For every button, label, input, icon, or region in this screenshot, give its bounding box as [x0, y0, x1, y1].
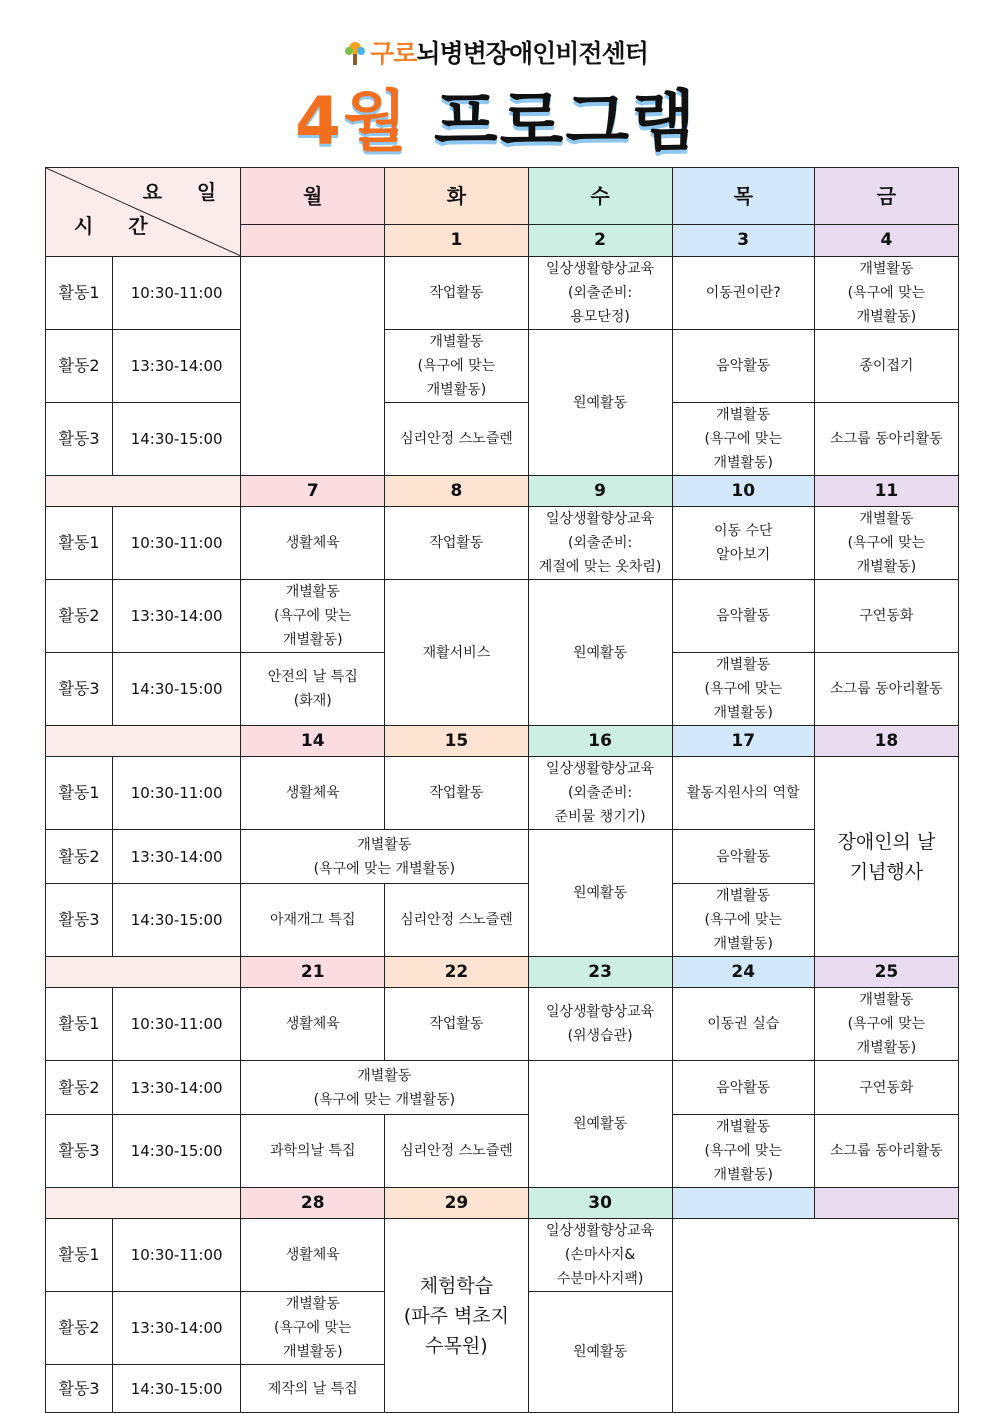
date-cell: 22 [385, 957, 528, 988]
program-cell: 이동권 실습 [672, 988, 814, 1061]
program-cell: 일상생활향상교육 (외출준비: 준비물 챙기기) [528, 757, 672, 830]
date-cell: 3 [672, 224, 814, 256]
program-cell: 개별활동 (욕구에 맞는 개별활동) [814, 257, 958, 330]
program-cell: 재활서비스 [385, 580, 528, 726]
empty-cell [241, 257, 385, 476]
program-cell: 안전의 날 특집 (화재) [241, 653, 385, 726]
date-cell: 30 [528, 1188, 672, 1219]
date-cell: 2 [528, 224, 672, 256]
blank-date-cell [46, 957, 241, 988]
program-cell: 작업활동 [385, 988, 528, 1061]
program-cell: 이동 수단 알아보기 [672, 507, 814, 580]
activity-label: 활동2 [46, 1061, 113, 1115]
corner-day-label: 요 일 [142, 180, 231, 204]
page-title [0, 68, 992, 163]
blank-date-cell [46, 1188, 241, 1219]
corner-cell [46, 168, 241, 257]
time-label: 13:30-14:00 [113, 830, 241, 884]
date-cell [241, 224, 385, 256]
time-label: 10:30-11:00 [113, 257, 241, 330]
program-cell: 원예활동 [528, 580, 672, 726]
date-cell: 28 [241, 1188, 385, 1219]
date-cell: 29 [385, 1188, 528, 1219]
program-cell: 원예활동 [528, 830, 672, 957]
time-label: 10:30-11:00 [113, 757, 241, 830]
time-label: 10:30-11:00 [113, 988, 241, 1061]
program-cell: 작업활동 [385, 757, 528, 830]
title-program: 프로그램 [433, 83, 697, 160]
activity-label: 활동3 [46, 1115, 113, 1188]
activity-label: 활동1 [46, 507, 113, 580]
activity-label: 활동2 [46, 830, 113, 884]
time-label: 13:30-14:00 [113, 580, 241, 653]
activity-label: 활동3 [46, 653, 113, 726]
program-cell: 음악활동 [672, 830, 814, 884]
date-cell: 11 [814, 476, 958, 507]
activity-label: 활동3 [46, 403, 113, 476]
program-cell: 체험학습 (파주 벽초지 수목원) [385, 1219, 528, 1413]
program-cell: 심리안정 스노즐렌 [385, 1115, 528, 1188]
program-cell: 개별활동 (욕구에 맞는 개별활동) [241, 580, 385, 653]
date-cell: 8 [385, 476, 528, 507]
date-cell: 25 [814, 957, 958, 988]
program-cell: 개별활동 (욕구에 맞는 개별활동) [672, 403, 814, 476]
activity-label: 활동3 [46, 884, 113, 957]
blank-date-cell [46, 476, 241, 507]
tree-logo-icon [344, 40, 366, 66]
program-cell: 소그룹 동아리활동 [814, 1115, 958, 1188]
time-label: 14:30-15:00 [113, 1115, 241, 1188]
program-cell: 개별활동 (욕구에 맞는 개별활동) [672, 1115, 814, 1188]
program-cell: 심리안정 스노즐렌 [385, 884, 528, 957]
time-label: 13:30-14:00 [113, 1061, 241, 1115]
program-cell: 개별활동 (욕구에 맞는 개별활동) [814, 988, 958, 1061]
program-cell: 이동권이란? [672, 257, 814, 330]
program-cell: 생활체육 [241, 1219, 385, 1292]
schedule-table [45, 167, 959, 1413]
program-cell: 과학의날 특집 [241, 1115, 385, 1188]
activity-label: 활동2 [46, 1292, 113, 1365]
program-cell: 생활체육 [241, 757, 385, 830]
date-cell: 1 [385, 224, 528, 256]
center-name-rest: 뇌병변장애인비전센터 [416, 39, 648, 68]
date-cell: 4 [814, 224, 958, 256]
time-label: 14:30-15:00 [113, 884, 241, 957]
date-cell: 17 [672, 726, 814, 757]
program-cell: 활동지원사의 역할 [672, 757, 814, 830]
program-cell: 원예활동 [528, 330, 672, 476]
activity-label: 활동1 [46, 757, 113, 830]
date-cell: 9 [528, 476, 672, 507]
date-cell: 23 [528, 957, 672, 988]
date-cell: 18 [814, 726, 958, 757]
program-cell: 일상생활향상교육 (위생습관) [528, 988, 672, 1061]
time-label: 13:30-14:00 [113, 330, 241, 403]
program-cell: 개별활동 (욕구에 맞는 개별활동) [672, 884, 814, 957]
program-cell: 작업활동 [385, 507, 528, 580]
day-header-wed: 수 [528, 168, 672, 225]
date-cell: 16 [528, 726, 672, 757]
activity-label: 활동1 [46, 1219, 113, 1292]
corner-time-label: 시 간 [74, 214, 162, 238]
program-cell: 일상생활향상교육 (외출준비: 계절에 맞는 옷차림) [528, 507, 672, 580]
time-label: 10:30-11:00 [113, 1219, 241, 1292]
program-cell: 심리안정 스노즐렌 [385, 403, 528, 476]
title-month: 4월 [295, 83, 409, 160]
time-label: 14:30-15:00 [113, 1365, 241, 1413]
program-cell: 일상생활향상교육 (손마사지& 수분마사지팩) [528, 1219, 672, 1292]
activity-label: 활동2 [46, 580, 113, 653]
activity-label: 활동1 [46, 988, 113, 1061]
program-cell: 개별활동 (욕구에 맞는 개별활동) [385, 330, 528, 403]
date-cell: 14 [241, 726, 385, 757]
program-cell: 음악활동 [672, 330, 814, 403]
program-cell: 개별활동 (욕구에 맞는 개별활동) [241, 1061, 528, 1115]
date-cell: 15 [385, 726, 528, 757]
activity-label: 활동3 [46, 1365, 113, 1413]
center-name-prefix: 구로 [370, 39, 417, 68]
blank-date-cell [46, 726, 241, 757]
program-cell: 원예활동 [528, 1292, 672, 1413]
program-cell: 개별활동 (욕구에 맞는 개별활동) [241, 1292, 385, 1365]
page-header [0, 28, 992, 160]
date-cell: 21 [241, 957, 385, 988]
program-cell: 음악활동 [672, 580, 814, 653]
program-cell: 생활체육 [241, 507, 385, 580]
program-cell: 아재개그 특집 [241, 884, 385, 957]
time-label: 14:30-15:00 [113, 403, 241, 476]
time-label: 10:30-11:00 [113, 507, 241, 580]
program-cell: 작업활동 [385, 257, 528, 330]
program-cell: 소그룹 동아리활동 [814, 403, 958, 476]
program-cell: 생활체육 [241, 988, 385, 1061]
program-cell: 구연동화 [814, 580, 958, 653]
date-cell [814, 1188, 958, 1219]
program-cell: 음악활동 [672, 1061, 814, 1115]
program-cell: 제작의 날 특집 [241, 1365, 385, 1413]
program-cell: 개별활동 (욕구에 맞는 개별활동) [814, 507, 958, 580]
program-cell: 원예활동 [528, 1061, 672, 1188]
program-cell: 소그룹 동아리활동 [814, 653, 958, 726]
activity-label: 활동1 [46, 257, 113, 330]
program-cell: 구연동화 [814, 1061, 958, 1115]
date-cell: 7 [241, 476, 385, 507]
date-cell: 24 [672, 957, 814, 988]
program-cell: 일상생활향상교육 (외출준비: 용모단정) [528, 257, 672, 330]
program-cell: 종이접기 [814, 330, 958, 403]
time-label: 13:30-14:00 [113, 1292, 241, 1365]
date-cell: 10 [672, 476, 814, 507]
day-header-fri: 금 [814, 168, 958, 225]
date-cell [672, 1188, 814, 1219]
empty-cell [672, 1219, 958, 1413]
day-header-thu: 목 [672, 168, 814, 225]
center-name [0, 34, 992, 70]
program-cell: 개별활동 (욕구에 맞는 개별활동) [241, 830, 528, 884]
program-cell: 장애인의 날 기념행사 [814, 757, 958, 957]
time-label: 14:30-15:00 [113, 653, 241, 726]
day-header-mon: 월 [241, 168, 385, 225]
activity-label: 활동2 [46, 330, 113, 403]
program-cell: 개별활동 (욕구에 맞는 개별활동) [672, 653, 814, 726]
day-header-tue: 화 [385, 168, 528, 225]
